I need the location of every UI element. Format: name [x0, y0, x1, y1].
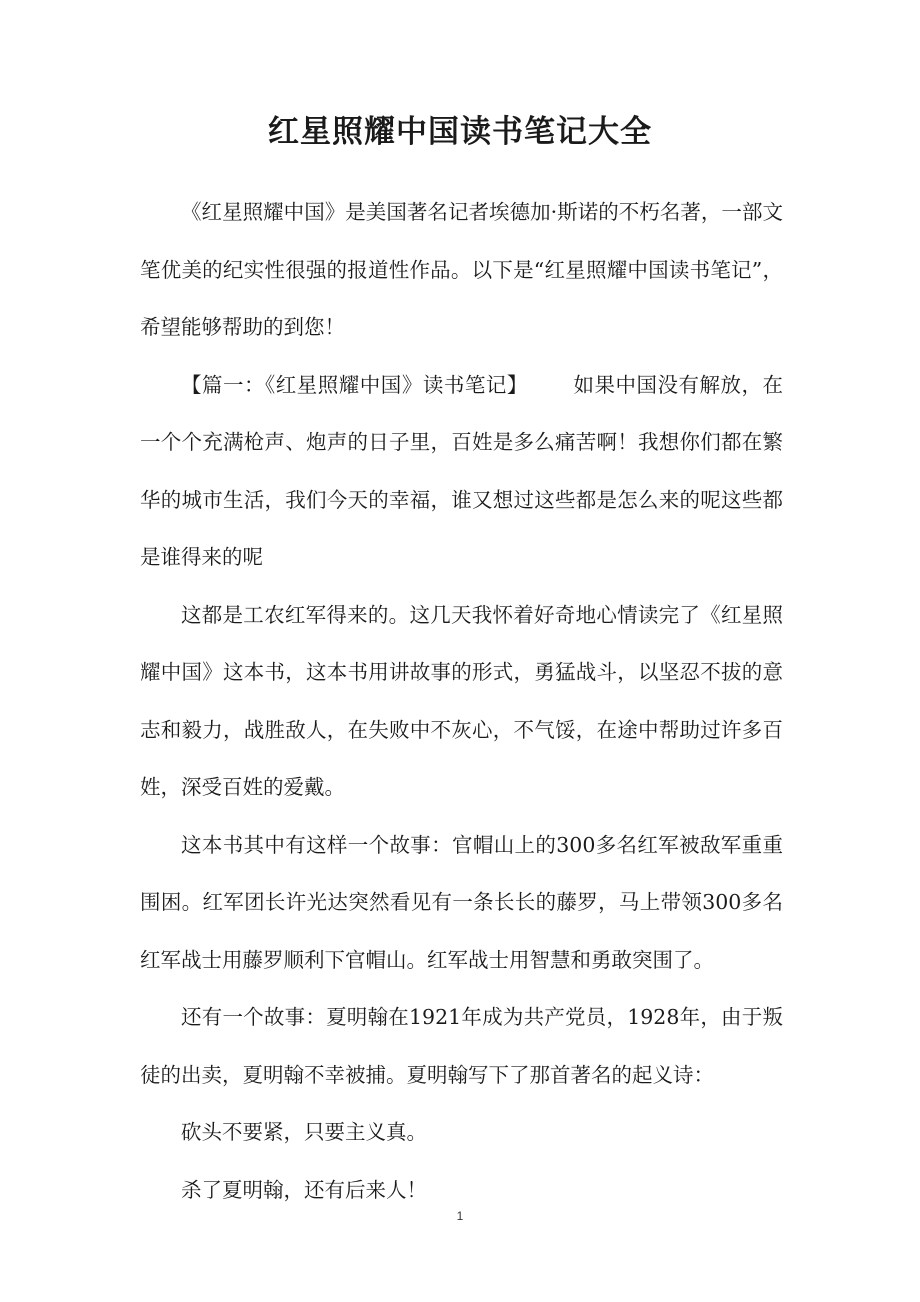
document-title: 红星照耀中国读书笔记大全 — [268, 114, 652, 150]
poem-line-1: 砍头不要紧，只要主义真。 — [181, 1120, 427, 1144]
intro-paragraph: 《红星照耀中国》是美国著名记者埃德加·斯诺的不朽名著，一部文笔优美的纪实性很强的报道性作品。以下是“红星照耀中国读书笔记”，希望能够帮助的到您！ — [140, 200, 783, 339]
document-body — [140, 184, 783, 1219]
body-paragraph-guanmao-story: 这本书其中有这样一个故事：官帽山上的300多名红军被敌军重重围困。红军团长许光达突然看见有一条长长的藤罗，马上带领300多名红军战士用藤罗顺利下官帽山。红军战士用智慧和勇敢突围了。 — [140, 832, 783, 972]
section-one-text: 如果中国没有解放，在一个个充满枪声、炮声的日子里，百姓是多么痛苦啊！我想你们都在繁华的城市生活，我们今天的幸福，谁又想过这些都是怎么来的呢这些都是谁得来的呢 — [140, 372, 784, 569]
body-paragraph-red-army: 这都是工农红军得来的。这几天我怀着好奇地心情读完了《红星照耀中国》这本书，这本书用讲故事的形式，勇猛战斗，以坚忍不拔的意志和毅力，战胜敌人，在失败中不灰心，不气馁，在途中帮助过许多百姓，深受百姓的爱戴。 — [140, 602, 783, 799]
section-one-heading: 【篇一：《红星照耀中国》读书笔记】 — [181, 372, 528, 397]
poem-line-2: 杀了夏明翰，还有后来人！ — [181, 1177, 427, 1202]
section-one-paragraph — [140, 357, 783, 587]
body-paragraph-xia-minghan-story: 还有一个故事：夏明翰在1921年成为共产党员，1928年，由于叛徒的出卖，夏明翰不幸被捕。夏明翰写下了那首著名的起义诗： — [140, 1005, 783, 1087]
page-number: 1 — [456, 1209, 464, 1223]
